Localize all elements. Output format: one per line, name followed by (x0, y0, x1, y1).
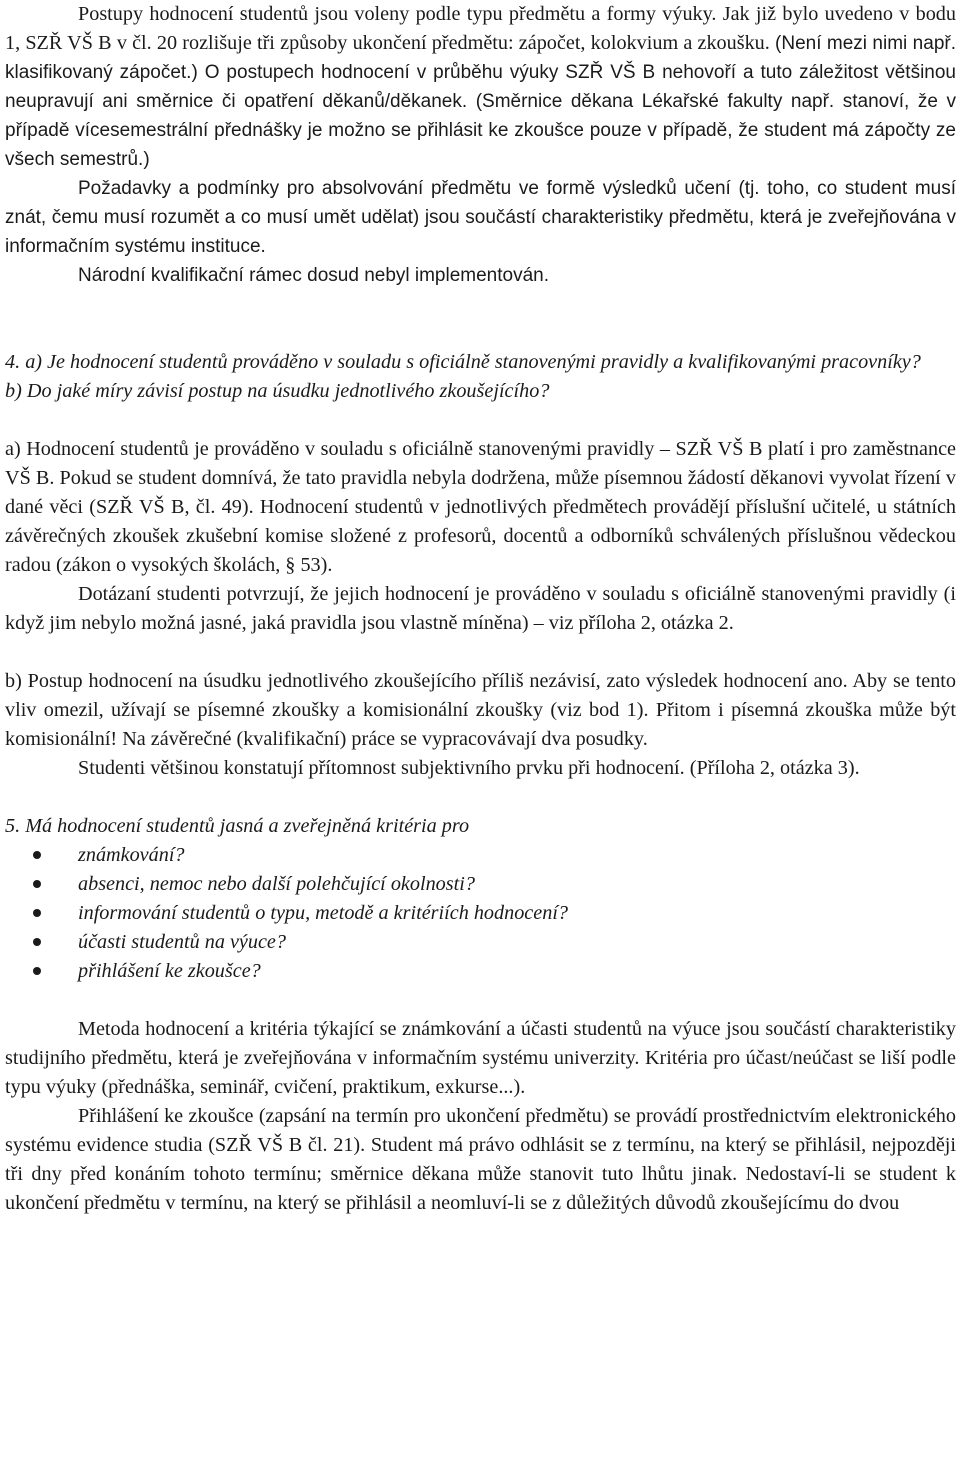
answer-5-criteria: Metoda hodnocení a kritéria týkající se známkování a účasti studentů na výuce jsou součástí charakteristiky studijního předmětu, která je zveřejňována v informačním systému univerzity. Kritéria pro účast/neúčast se liší podle typu výuky (přednáška, seminář, cvičení, praktikum, exkurse...). (5, 1018, 956, 1098)
list-item: přihlášení ke zkoušce? (5, 957, 956, 986)
list-item: absenci, nemoc nebo další polehčující okolnosti? (5, 870, 956, 899)
bullet-icon (33, 938, 41, 946)
question-4a: 4. a) Je hodnocení studentů prováděno v souladu s oficiálně stanovenými pravidly a kvalifikovanými pracovníky? (5, 351, 921, 373)
spacer (5, 319, 956, 348)
document-page (5, 0, 956, 1218)
spacer (5, 783, 956, 812)
paragraph-assessment-methods (5, 0, 956, 174)
list-item: informování studentů o typu, metodě a kritériích hodnocení? (5, 899, 956, 928)
paragraph-assessment-methods-part1: Postupy hodnocení studentů jsou voleny podle typu předmětu a formy výuky. Jak již bylo uvedeno v bodu 1, SZŘ VŠ B v čl. 20 rozlišuje tři způsoby ukončení předmětu: zápočet, kolokvium a zkoušku. (5, 3, 956, 54)
question-5-criteria-list (5, 841, 956, 986)
answer-4a-students: Dotázaní studenti potvrzují, že jejich hodnocení je prováděno v souladu s oficiálně stanovenými pravidly (i když jim nebylo možná jasné, jaká pravidla jsou vlastně míněna) – viz příloha 2, otázka 2. (5, 583, 956, 634)
paragraph-learning-outcomes: Požadavky a podmínky pro absolvování předmětu ve formě výsledků učení (tj. toho, co student musí znát, čemu musí rozumět a co musí umět udělat) jsou součástí charakteristiky předmětu, která je zveřejňována v informačním systému instituce. (5, 178, 956, 257)
question-5: 5. Má hodnocení studentů jasná a zveřejněná kritéria pro (5, 815, 470, 837)
spacer (5, 290, 956, 319)
bullet-icon (33, 880, 41, 888)
list-item: účasti studentů na výuce? (5, 928, 956, 957)
answer-5-registration: Přihlášení ke zkoušce (zapsání na termín pro ukončení předmětu) se provádí prostřednictvím elektronického systému evidence studia (SZŘ VŠ B čl. 21). Student má právo odhlásit se z termínu, na který se přihlásil, nejpozději tři dny před konáním tohoto termínu; směrnice děkana může stanovit tuto lhůtu jinak. Nedostaví-li se student k ukončení předmětu v termínu, na který se přihlásil a neomluví-li se z důležitých důvodů zkoušejícímu do dvou (5, 1105, 956, 1214)
bullet-icon (33, 967, 41, 975)
bullet-icon (33, 851, 41, 859)
answer-4b-students: Studenti většinou konstatují přítomnost subjektivního prvku při hodnocení. (Příloha 2, otázka 3). (78, 757, 860, 779)
paragraph-assessment-methods-part2: (Není mezi nimi např. klasifikovaný zápočet.) O postupech hodnocení v průběhu výuky SZŘ VŠ B nehovoří a tuto záležitost většinou neupravují ani směrnice či opatření děkanů/děkanek. (Směrnice děkana Lékařské fakulty např. stanoví, že v případě vícesemestrální přednášky je možno se přihlásit ke zkoušce pouze v případě, že student má zápočty ze všech semestrů.) (5, 33, 956, 170)
bullet-icon (33, 909, 41, 917)
spacer (5, 638, 956, 667)
list-item: známkování? (5, 841, 956, 870)
question-4b: b) Do jaké míry závisí postup na úsudku jednotlivého zkoušejícího? (5, 380, 550, 402)
spacer (5, 986, 956, 1015)
paragraph-qualification-framework: Národní kvalifikační rámec dosud nebyl implementován. (78, 265, 550, 286)
answer-4b: b) Postup hodnocení na úsudku jednotlivého zkoušejícího příliš nezávisí, zato výsledek hodnocení ano. Aby se tento vliv omezil, užívají se písemné zkoušky a komisionální zkoušky (viz bod 1). Přitom i písemná zkouška může být komisionální! Na závěrečné (kvalifikační) práce se vypracovávají dva posudky. (5, 670, 956, 750)
answer-4a: a) Hodnocení studentů je prováděno v souladu s oficiálně stanovenými pravidly – SZŘ VŠ B platí i pro zaměstnance VŠ B. Pokud se student domnívá, že tato pravidla nebyla dodržena, může písemnou žádostí děkanovi vyvolat řízení v dané věci (SZŘ VŠ B, čl. 49). Hodnocení studentů v jednotlivých předmětech provádějí příslušní učitelé, u státních závěrečných zkoušek zkušební komise složené z profesorů, docentů a odborníků schválených příslušnou vědeckou radou (zákon o vysokých školách, § 53). (5, 438, 956, 576)
spacer (5, 406, 956, 435)
